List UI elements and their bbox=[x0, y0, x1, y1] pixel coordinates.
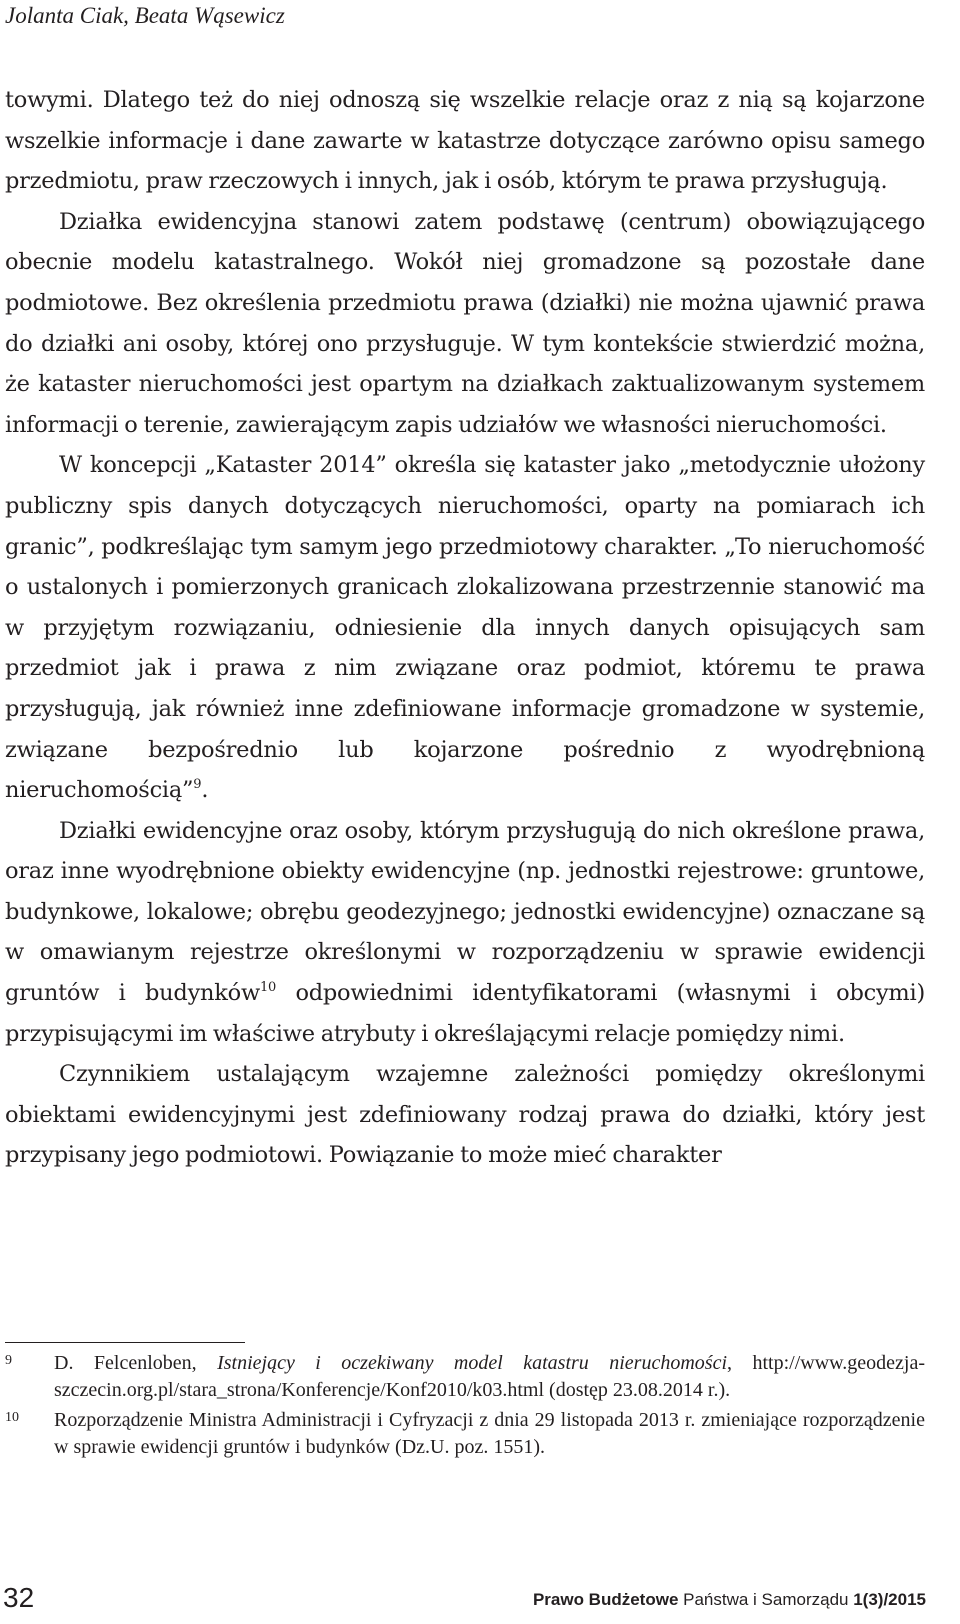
footnote-title: Istniejący i oczekiwany model katastru nieruchomości bbox=[217, 1352, 728, 1374]
footnote-number: 10 bbox=[5, 1410, 19, 1425]
footnote-number: 9 bbox=[5, 1353, 12, 1368]
paragraph-4-text: Działki ewidencyjne oraz osoby, którym przysługują do nich określone prawa, oraz inne wyodrębnione obiekty ewidencyjne (np. jednostki rejestrowe: gruntowe, budynkowe, lokalowe; obrębu geodezyjnego; jednostki ewidencyjne) oznaczane są w omawianym rejestrze określonymi w rozporządzeniu w sprawie ewidencji gruntów i budynków bbox=[5, 817, 925, 1007]
page-number: 32 bbox=[3, 1582, 35, 1613]
running-header-authors: Jolanta Ciak, Beata Wąsewicz bbox=[5, 3, 285, 28]
paragraph-2: Działka ewidencyjna stanowi zatem podstawę (centrum) obowiązującego obecnie modelu katastralnego. Wokół niej gromadzone są pozostałe dane podmiotowe. Bez określenia przedmiotu prawa (działki) nie można ujawnić prawa do działki ani osoby, której ono przysługuje. W tym kontekście stwierdzić można, że kataster nieruchomości jest opartym na działkach zaktualizowanym systemem informacji o terenie, zawierającym zapis udziałów we własności nieruchomości. bbox=[5, 208, 925, 438]
footnote-10 bbox=[5, 1407, 925, 1461]
footnote-separator bbox=[5, 1342, 245, 1343]
paragraph-1: towymi. Dlatego też do niej odnoszą się wszelkie relacje oraz z nią są kojarzone wszelkie informacje i dane zawarte w katastrze dotyczące zarówno opisu samego przedmiotu, praw rzeczowych i innych, jak i osób, którym te prawa przysługują. bbox=[5, 87, 925, 195]
footnote-9 bbox=[5, 1350, 925, 1404]
paragraph-4-rest: odpowiednimi identyfikatorami (własnymi i obcymi) przypisującymi im właściwe atrybuty i określającymi relacje pomiędzy nimi. bbox=[5, 980, 925, 1047]
main-text bbox=[5, 80, 925, 1176]
footnote-ref-9[interactable]: 9 bbox=[193, 777, 202, 793]
journal-title bbox=[533, 1590, 926, 1610]
journal-name-bold: Prawo Budżetowe bbox=[532, 1590, 679, 1609]
footnote-link-text[interactable]: , http://www.geodezja-szczecin.org.pl/stara_strona/Konferencje/Konf2010/k03.html (dostęp 23.08.2014 r.). bbox=[54, 1352, 926, 1401]
paragraph-3 bbox=[5, 445, 925, 810]
paragraph-3-end: . bbox=[201, 777, 209, 804]
paragraph-5: Czynnikiem ustalającym wzajemne zależności pomiędzy określonymi obiektami ewidencyjnymi jest zdefiniowany rodzaj prawa do działki, który jest przypisany jego podmiotowi. Powiązanie to może mieć charakter bbox=[5, 1061, 925, 1169]
footnote-author: D. Felcenloben, bbox=[54, 1352, 218, 1374]
paragraph-4 bbox=[5, 811, 925, 1055]
journal-name-regular: Państwa i Samorządu bbox=[678, 1590, 854, 1609]
footnote-text: Rozporządzenie Ministra Administracji i Cyfryzacji z dnia 29 listopada 2013 r. zmieniające rozporządzenie w sprawie ewidencji gruntów i budynków (Dz.U. poz. 1551). bbox=[54, 1409, 925, 1458]
paragraph-3-text: W koncepcji „Kataster 2014” określa się kataster jako „metodycznie ułożony publiczny spis danych dotyczących nieruchomości, oparty na pomiarach ich granic”, podkreślając tym samym jego przedmiotowy charakter. „To nieruchomość o ustalonych i pomierzonych granicach zlokalizowana przestrzennie stanowić ma w przyjętym rozwiązaniu, odniesienie dla innych danych opisujących sam przedmiot jak i prawa z nim związane oraz podmiot, któremu te prawa przysługują, jak również inne zdefiniowane informacje gromadzone w systemie, związane bezpośrednio lub kojarzone pośrednio z wyodrębnioną nieruchomością” bbox=[5, 452, 925, 804]
footnotes bbox=[5, 1350, 925, 1464]
footnote-ref-10[interactable]: 10 bbox=[259, 980, 277, 996]
journal-issue: 1(3)/2015 bbox=[853, 1590, 926, 1609]
